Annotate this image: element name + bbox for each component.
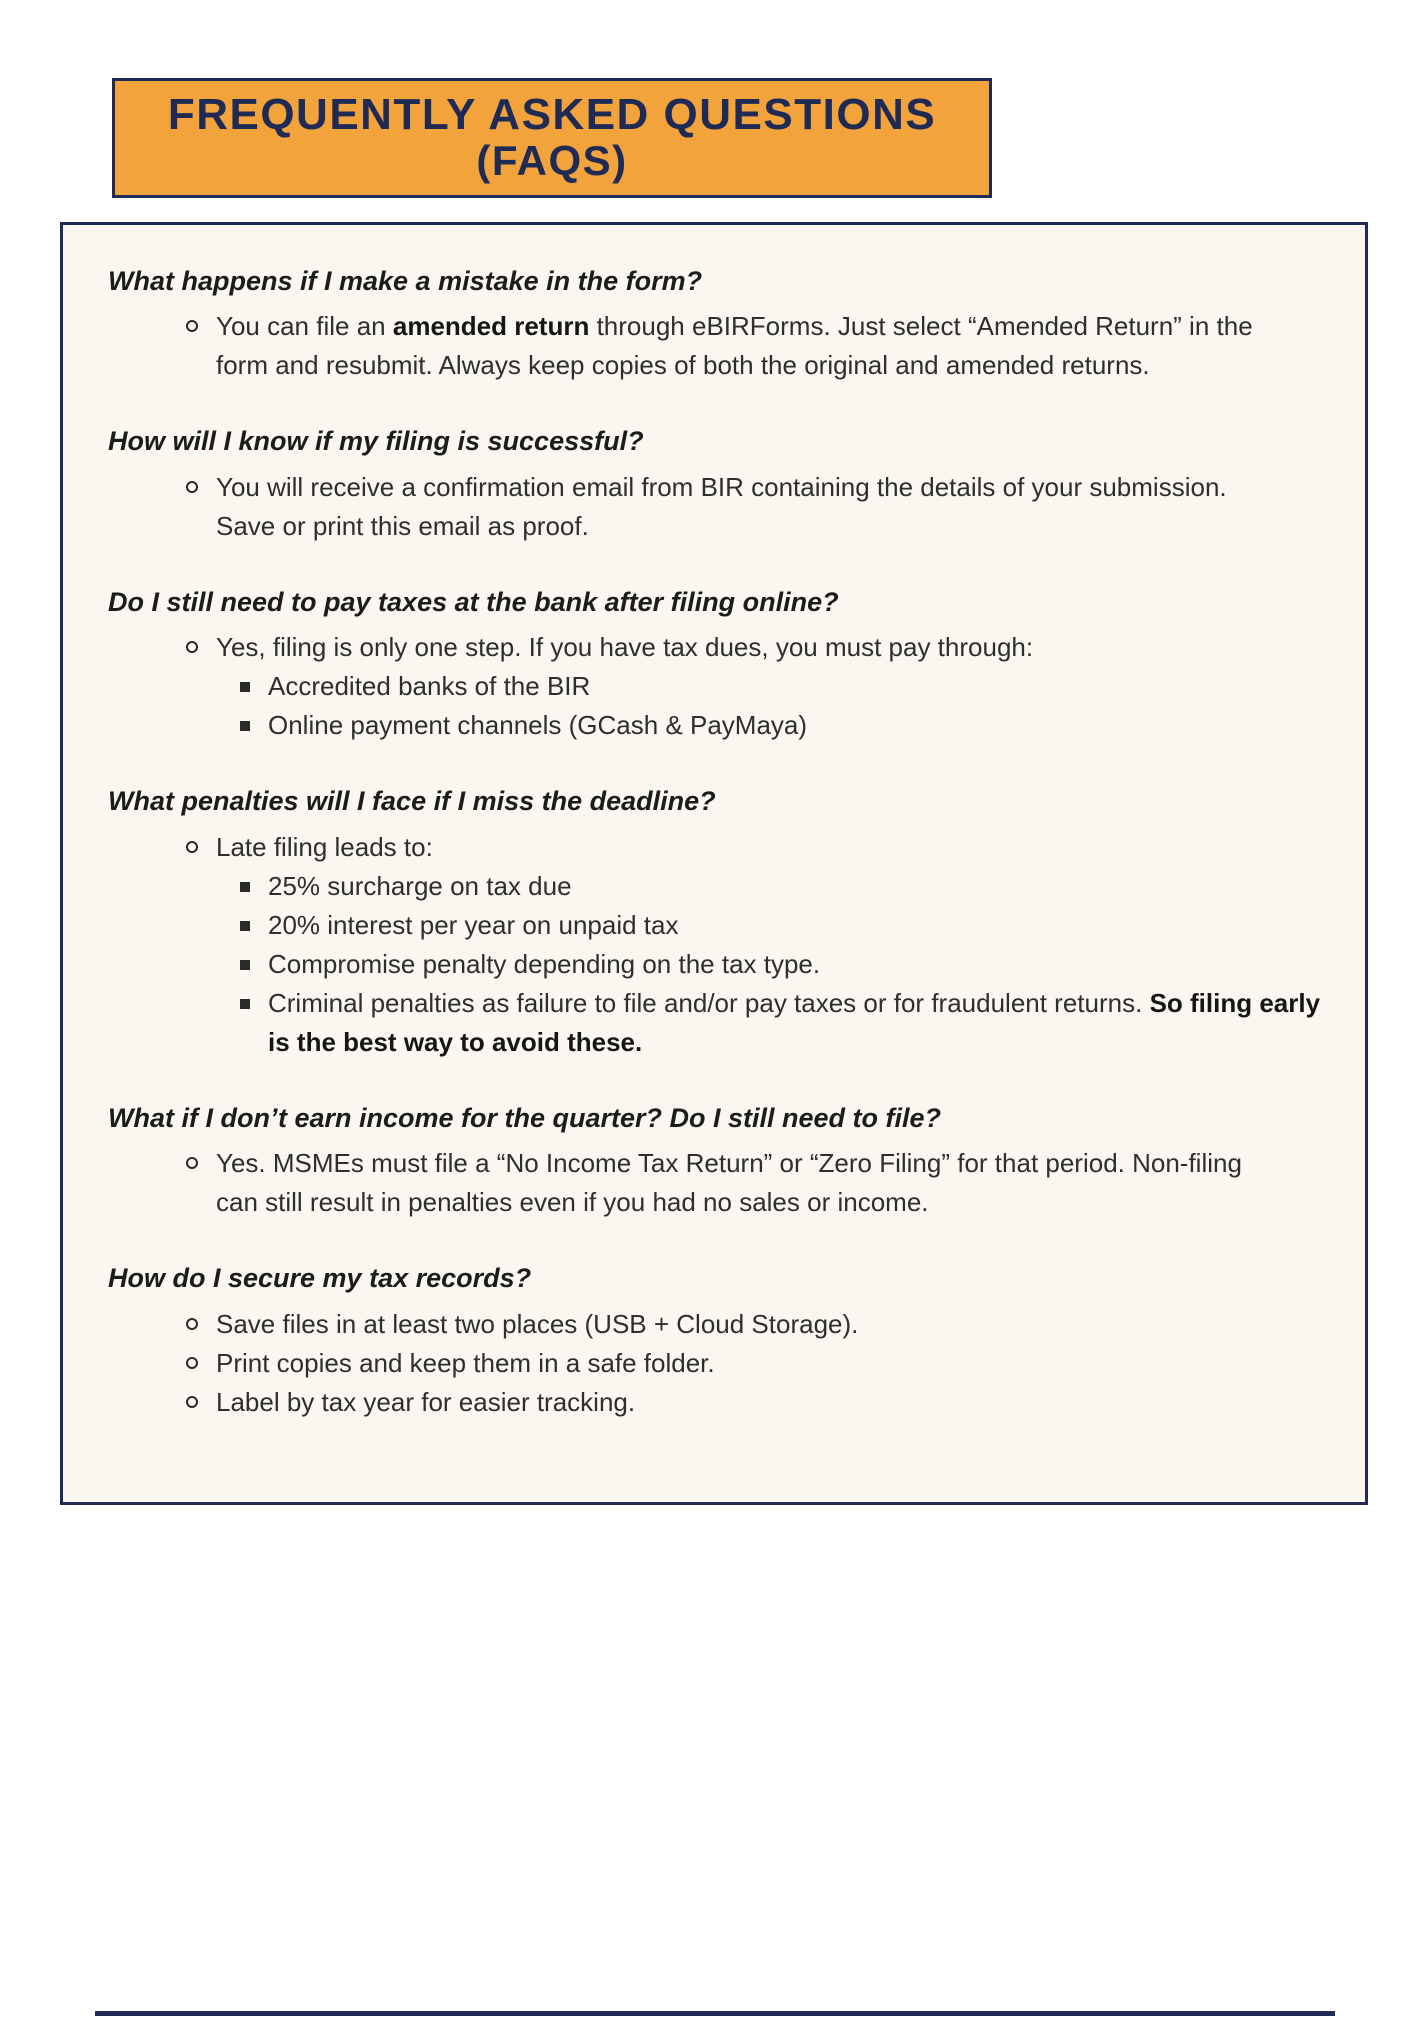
faq-answer <box>108 307 1323 385</box>
faq-question: How do I secure my tax records? <box>108 1263 532 1294</box>
faq-answer <box>108 468 1323 546</box>
page-title-line2: (FAQS) <box>476 137 628 184</box>
faq-answer-text <box>268 945 820 984</box>
text-segment: Compromise penalty depending on the tax type. <box>268 948 821 979</box>
faq-answer <box>108 628 1323 667</box>
faq-answer-text <box>268 867 572 906</box>
square-bullet-icon <box>240 960 250 970</box>
text-segment: Print copies and keep them in a safe folder. <box>216 1347 715 1378</box>
faq-question: What if I don’t earn income for the quarter? Do I still need to file? <box>108 1102 942 1133</box>
text-segment: 20% interest per year on unpaid tax <box>268 909 679 940</box>
faq-answer-text <box>216 307 1276 385</box>
text-segment: Late filing leads to: <box>216 831 433 862</box>
text-segment: Yes. MSMEs must file a “No Income Tax Return” or “Zero Filing” for that period. Non-filing can still result in penalties even if you had no sales or income. <box>216 1148 1242 1218</box>
faq-answer-text <box>216 828 433 867</box>
text-segment: So filing early is the best way to avoid these. <box>268 987 1321 1057</box>
circle-bullet-icon <box>186 841 198 853</box>
text-segment: 25% surcharge on tax due <box>268 870 572 901</box>
square-bullet-icon <box>240 682 250 692</box>
faq-answer <box>108 945 1323 984</box>
text-segment: Save files in at least two places (USB + Cloud Storage). <box>216 1308 859 1339</box>
faq-answer <box>108 706 1323 745</box>
circle-bullet-icon <box>186 1157 198 1169</box>
faq-item <box>108 263 1323 385</box>
faq-answer-text <box>268 906 678 945</box>
square-bullet-icon <box>240 882 250 892</box>
text-segment: You can file an <box>216 311 393 342</box>
faq-answer-text <box>216 1344 715 1383</box>
faq-answer <box>108 906 1323 945</box>
faq-content-box <box>60 222 1368 1505</box>
text-segment: amended return <box>392 311 590 342</box>
faq-list <box>108 263 1323 1422</box>
circle-bullet-icon <box>186 1396 198 1408</box>
faq-answer <box>108 1344 1323 1383</box>
text-segment: Criminal penalties as failure to file and/or pay taxes or for fraudulent returns. <box>268 987 1150 1018</box>
faq-item <box>108 1100 1323 1222</box>
square-bullet-icon <box>240 999 250 1009</box>
bottom-box-edge <box>95 2011 1335 2016</box>
faq-answer <box>108 828 1323 867</box>
circle-bullet-icon <box>186 1357 198 1369</box>
circle-bullet-icon <box>186 641 198 653</box>
text-segment: through eBIRForms. Just select “Amended Return” in the form and resubmit. Always keep copies of both the original and amended returns. <box>216 311 1253 381</box>
faq-item <box>108 1260 1323 1421</box>
faq-item <box>108 584 1323 745</box>
text-segment: Yes, filing is only one step. If you have tax dues, you must pay through: <box>216 632 1034 663</box>
faq-answer-text <box>216 628 1033 667</box>
faq-answer <box>108 1305 1323 1344</box>
faq-answer-text <box>268 667 590 706</box>
circle-bullet-icon <box>186 1318 198 1330</box>
faq-question: How will I know if my filing is successful? <box>108 426 644 457</box>
faq-question: What happens if I make a mistake in the form? <box>108 266 703 296</box>
faq-answer <box>108 1144 1323 1222</box>
faq-answer-text <box>216 1305 858 1344</box>
faq-answer <box>108 867 1323 906</box>
page-title-line1: FREQUENTLY ASKED QUESTIONS <box>167 89 937 139</box>
faq-answer <box>108 984 1323 1062</box>
faq-answer <box>108 667 1323 706</box>
square-bullet-icon <box>240 921 250 931</box>
faq-answer-text <box>216 1383 635 1422</box>
circle-bullet-icon <box>186 481 198 493</box>
text-segment: You will receive a confirmation email from BIR containing the details of your submission. Save or print this email as proof. <box>216 471 1227 541</box>
faq-answer-text <box>268 706 807 745</box>
faq-answer-text <box>216 468 1276 546</box>
faq-item <box>108 783 1323 1061</box>
circle-bullet-icon <box>186 320 198 332</box>
faq-question: Do I still need to pay taxes at the bank after filing online? <box>108 586 839 617</box>
text-segment: Online payment channels (GCash & PayMaya) <box>268 710 808 741</box>
faq-answer-text <box>216 1144 1276 1222</box>
faq-item <box>108 423 1323 545</box>
square-bullet-icon <box>240 721 250 731</box>
text-segment: Accredited banks of the BIR <box>268 671 591 702</box>
text-segment: Label by tax year for easier tracking. <box>216 1386 636 1417</box>
faq-answer <box>108 1383 1323 1422</box>
faq-question: What penalties will I face if I miss the deadline? <box>108 786 716 817</box>
page-title-banner <box>112 78 992 198</box>
faq-answer-text <box>268 984 1323 1062</box>
